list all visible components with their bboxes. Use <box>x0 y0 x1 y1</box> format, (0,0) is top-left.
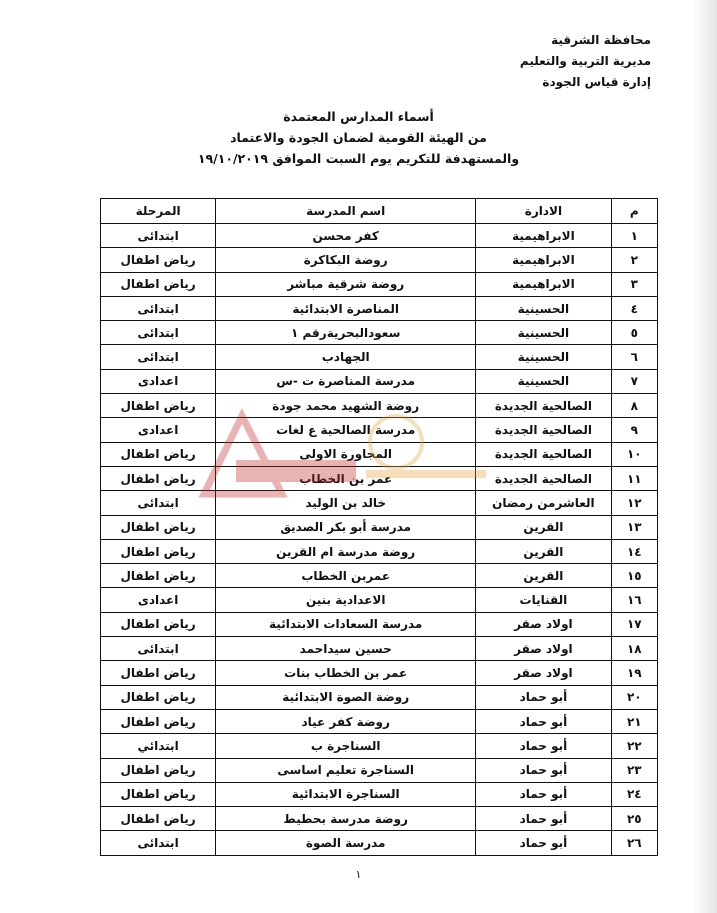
row-stage: ابتدائي <box>101 734 216 758</box>
row-admin: أبو حماد <box>476 782 611 806</box>
row-admin: أبو حماد <box>476 831 611 855</box>
table-body <box>101 224 658 856</box>
table-row <box>101 369 658 393</box>
table-row <box>101 345 658 369</box>
row-num: ٢٣ <box>611 758 657 782</box>
header-school: اسم المدرسة <box>216 199 476 224</box>
row-num: ١٥ <box>611 564 657 588</box>
row-school: عمربن الخطاب <box>216 564 476 588</box>
header-department: إدارة قياس الجودة <box>542 75 651 89</box>
table-row <box>101 734 658 758</box>
row-stage: رياض اطفال <box>101 442 216 466</box>
row-num: ١ <box>611 224 657 248</box>
row-school: خالد بن الوليد <box>216 491 476 515</box>
row-admin: الصالحية الجديدة <box>476 442 611 466</box>
row-school: روضة كفر عياد <box>216 709 476 733</box>
row-num: ١٢ <box>611 491 657 515</box>
row-admin: الابراهيمية <box>476 272 611 296</box>
header-governorate: محافظة الشرقية <box>551 33 651 47</box>
document-title <box>0 106 717 169</box>
row-stage: رياض اطفال <box>101 709 216 733</box>
table-row <box>101 272 658 296</box>
table-row <box>101 418 658 442</box>
row-num: ٥ <box>611 321 657 345</box>
page-number: ١ <box>355 868 362 881</box>
table-row <box>101 539 658 563</box>
row-stage: اعدادى <box>101 418 216 442</box>
row-stage: رياض اطفال <box>101 272 216 296</box>
row-num: ١٦ <box>611 588 657 612</box>
row-stage: اعدادى <box>101 369 216 393</box>
row-admin: القرين <box>476 564 611 588</box>
row-school: المجاورة الاولى <box>216 442 476 466</box>
row-num: ٢٦ <box>611 831 657 855</box>
row-school: السناجرة ب <box>216 734 476 758</box>
row-admin: أبو حماد <box>476 734 611 758</box>
row-stage: رياض اطفال <box>101 758 216 782</box>
table-row <box>101 685 658 709</box>
row-admin: اولاد صقر <box>476 661 611 685</box>
row-school: روضة البكاكرة <box>216 248 476 272</box>
row-num: ٨ <box>611 394 657 418</box>
row-admin: القرين <box>476 515 611 539</box>
row-admin: القنايات <box>476 588 611 612</box>
row-stage: رياض اطفال <box>101 515 216 539</box>
row-stage: رياض اطفال <box>101 685 216 709</box>
row-school: عمر بن الخطاب بنات <box>216 661 476 685</box>
title-line-3: والمستهدفة للتكريم يوم السبت الموافق ١٩/١٠/٢٠١٩ <box>197 151 520 166</box>
row-admin: اولاد صقر <box>476 637 611 661</box>
row-stage: رياض اطفال <box>101 394 216 418</box>
row-admin: الحسينية <box>476 369 611 393</box>
table-row <box>101 248 658 272</box>
row-num: ١٨ <box>611 637 657 661</box>
row-school: السناجرة تعليم اساسى <box>216 758 476 782</box>
row-school: روضة الشهيد محمد جودة <box>216 394 476 418</box>
header-admin: الادارة <box>476 199 611 224</box>
row-num: ٢٢ <box>611 734 657 758</box>
row-stage: ابتدائى <box>101 345 216 369</box>
table-row <box>101 442 658 466</box>
row-stage: رياض اطفال <box>101 612 216 636</box>
row-school: السناجرة الابتدائية <box>216 782 476 806</box>
table-row <box>101 564 658 588</box>
row-school: الجهادب <box>216 345 476 369</box>
row-admin: أبو حماد <box>476 709 611 733</box>
table-row <box>101 661 658 685</box>
row-school: سعودالبحريةرقم ١ <box>216 321 476 345</box>
row-stage: رياض اطفال <box>101 564 216 588</box>
table-row <box>101 782 658 806</box>
row-school: عمر بن الخطاب <box>216 466 476 490</box>
row-num: ٩ <box>611 418 657 442</box>
schools-table <box>100 198 658 856</box>
table-row <box>101 637 658 661</box>
row-num: ٢١ <box>611 709 657 733</box>
header-stage: المرحلة <box>101 199 216 224</box>
row-stage: رياض اطفال <box>101 466 216 490</box>
row-school: حسين سيداحمد <box>216 637 476 661</box>
row-admin: أبو حماد <box>476 807 611 831</box>
row-admin: الابراهيمية <box>476 248 611 272</box>
row-stage: رياض اطفال <box>101 807 216 831</box>
row-school: مدرسة الصالحية ع لغات <box>216 418 476 442</box>
row-stage: ابتدائى <box>101 321 216 345</box>
table-row <box>101 296 658 320</box>
title-line-2: من الهيئة القومية لضمان الجودة والاعتماد <box>230 130 487 145</box>
table-row <box>101 709 658 733</box>
row-stage: اعدادى <box>101 588 216 612</box>
table-row <box>101 394 658 418</box>
document-header <box>520 30 651 93</box>
row-stage: رياض اطفال <box>101 539 216 563</box>
table-row <box>101 807 658 831</box>
row-num: ١٧ <box>611 612 657 636</box>
row-num: ١٠ <box>611 442 657 466</box>
row-num: ٣ <box>611 272 657 296</box>
row-num: ٦ <box>611 345 657 369</box>
row-admin: الصالحية الجديدة <box>476 394 611 418</box>
row-admin: الحسينية <box>476 321 611 345</box>
title-line-1: أسماء المدارس المعتمدة <box>283 109 434 124</box>
row-num: ٢ <box>611 248 657 272</box>
row-school: كفر محسن <box>216 224 476 248</box>
row-admin: الحسينية <box>476 296 611 320</box>
row-stage: ابتدائى <box>101 831 216 855</box>
table-row <box>101 466 658 490</box>
row-school: روضة شرقية مباشر <box>216 272 476 296</box>
row-admin: الصالحية الجديدة <box>476 466 611 490</box>
row-num: ١٣ <box>611 515 657 539</box>
table-header-row <box>101 199 658 224</box>
row-num: ٤ <box>611 296 657 320</box>
row-stage: ابتدائى <box>101 491 216 515</box>
row-admin: اولاد صقر <box>476 612 611 636</box>
row-admin: الحسينية <box>476 345 611 369</box>
row-num: ١٤ <box>611 539 657 563</box>
row-school: المناصرة الابتدائية <box>216 296 476 320</box>
row-school: مدرسة الصوة <box>216 831 476 855</box>
table-row <box>101 588 658 612</box>
row-num: ٢٥ <box>611 807 657 831</box>
row-admin: أبو حماد <box>476 758 611 782</box>
header-num: م <box>611 199 657 224</box>
row-num: ٢٤ <box>611 782 657 806</box>
row-school: مدرسة المناصرة ت -س <box>216 369 476 393</box>
row-num: ١١ <box>611 466 657 490</box>
header-directorate: مديرية التربية والتعليم <box>519 54 651 68</box>
row-admin: القرين <box>476 539 611 563</box>
row-school: مدرسة أبو بكر الصديق <box>216 515 476 539</box>
row-stage: ابتدائى <box>101 224 216 248</box>
row-stage: رياض اطفال <box>101 782 216 806</box>
table-row <box>101 491 658 515</box>
row-num: ٢٠ <box>611 685 657 709</box>
row-stage: ابتدائى <box>101 296 216 320</box>
table-row <box>101 224 658 248</box>
table-row <box>101 758 658 782</box>
row-admin: أبو حماد <box>476 685 611 709</box>
row-admin: الصالحية الجديدة <box>476 418 611 442</box>
row-school: مدرسة السعادات الابتدائية <box>216 612 476 636</box>
table-row <box>101 831 658 855</box>
table-row <box>101 321 658 345</box>
row-school: روضة مدرسة ام القرين <box>216 539 476 563</box>
row-num: ٧ <box>611 369 657 393</box>
row-stage: رياض اطفال <box>101 661 216 685</box>
row-stage: رياض اطفال <box>101 248 216 272</box>
row-num: ١٩ <box>611 661 657 685</box>
table-row <box>101 612 658 636</box>
row-stage: ابتدائى <box>101 637 216 661</box>
row-school: روضة الصوة الابتدائية <box>216 685 476 709</box>
row-school: الاعدادية بنين <box>216 588 476 612</box>
row-admin: العاشرمن رمضان <box>476 491 611 515</box>
row-school: روضة مدرسة بحطيط <box>216 807 476 831</box>
table-row <box>101 515 658 539</box>
row-admin: الابراهيمية <box>476 224 611 248</box>
